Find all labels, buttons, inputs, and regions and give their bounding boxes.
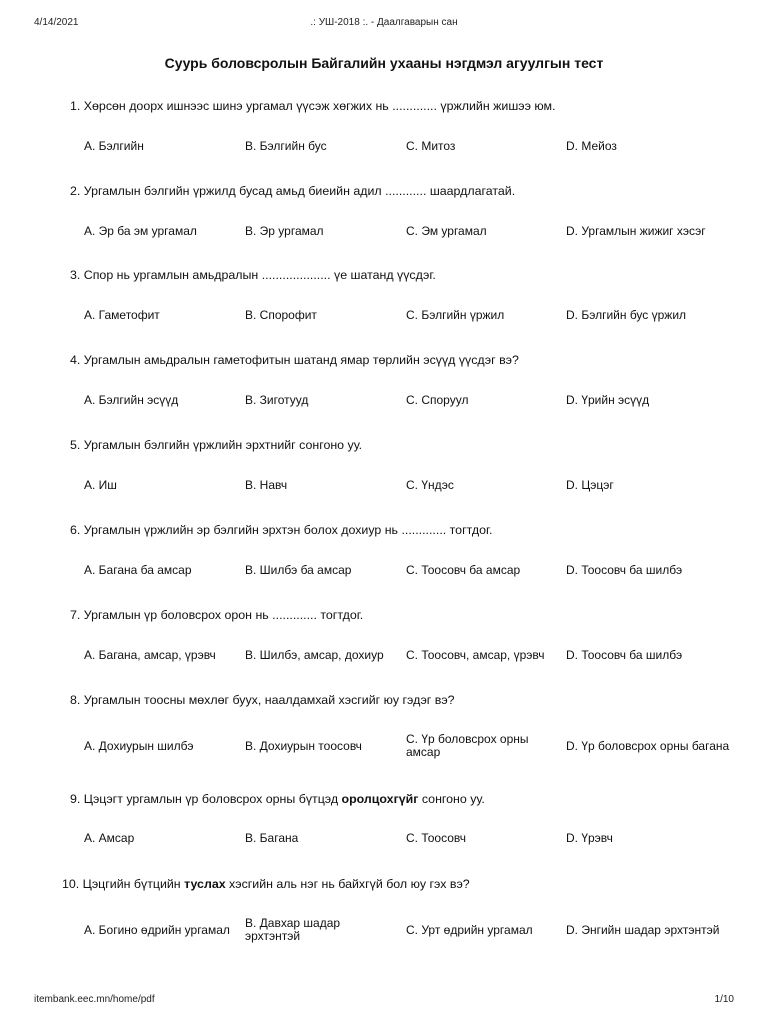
option-b: B. Эр ургамал <box>245 223 324 238</box>
option-d: D. Үрийн эсүүд <box>566 392 650 407</box>
question-10 <box>62 877 728 892</box>
option-b: B. Бэлгийн бус <box>245 138 327 153</box>
question-text: 7. Ургамлын үр боловсрох орон нь ............. тогтдог. <box>70 608 364 622</box>
question-text: 4. Ургамлын амьдралын гаметофитын шатанд ямар төрлийн эсүүд үүсдэг вэ? <box>70 353 519 367</box>
option-c: C. Урт өдрийн ургамал <box>406 922 533 937</box>
page-number: 1/10 <box>714 994 734 1005</box>
option-c: C. Тоосовч ба амсар <box>406 562 521 577</box>
page-header-title: .: УШ-2018 :. - Даалгаварын сан <box>310 17 458 28</box>
document-title: Суурь боловсролын Байгалийн ухааны нэгдмэл агуулгын тест <box>164 55 604 71</box>
option-c: C. Бэлгийн үржил <box>406 307 505 322</box>
option-b: B. Навч <box>245 477 288 492</box>
question-text: 3. Спор нь ургамлын амьдралын .................... үе шатанд үүсдэг. <box>70 268 436 282</box>
option-c: C. Үндэс <box>406 477 454 492</box>
option-c: C. Үр боловсрох орны амсар <box>406 732 529 759</box>
option-d: D. Үр боловсрох орны багана <box>566 738 730 753</box>
page-footer <box>34 994 734 1008</box>
option-c: C. Митоз <box>406 138 456 153</box>
option-a: A. Богино өдрийн ургамал <box>84 922 230 937</box>
option-a: A. Дохиурын шилбэ <box>84 738 194 753</box>
option-d: D. Бэлгийн бус үржил <box>566 307 687 322</box>
option-d: D. Тоосовч ба шилбэ <box>566 562 683 577</box>
option-b: B. Шилбэ, амсар, дохиур <box>245 647 384 662</box>
option-a: A. Эр ба эм ургамал <box>84 223 197 238</box>
option-a: A. Иш <box>84 477 117 492</box>
option-b: B. Шилбэ ба амсар <box>245 562 352 577</box>
option-b: B. Дохиурын тоосовч <box>245 738 362 753</box>
question-7 <box>70 608 728 623</box>
option-c: C. Споруул <box>406 392 469 407</box>
question-1 <box>70 99 728 114</box>
question-6 <box>70 523 728 538</box>
option-a: A. Бэлгийн <box>84 138 144 153</box>
option-d: D. Ургамлын жижиг хэсэг <box>566 223 706 238</box>
question-text: 6. Ургамлын үржлийн эр бэлгийн эрхтэн болох дохиур нь ............. тогтдог. <box>70 523 493 537</box>
question-5 <box>70 438 728 453</box>
question-text: 10. Цэцгийн бүтцийн туслах хэсгийн аль нэг нь байхгүй бол юу гэх вэ? <box>62 877 470 891</box>
option-a: A. Багана ба амсар <box>84 562 192 577</box>
question-4 <box>70 353 728 368</box>
question-9 <box>70 792 728 807</box>
question-3 <box>70 268 728 283</box>
question-text: 2. Ургамлын бэлгийн үржилд бусад амьд биеийн адил ............ шаардлагатай. <box>70 184 516 198</box>
option-a: A. Багана, амсар, үрэвч <box>84 647 216 662</box>
option-d: D. Үрэвч <box>566 830 613 845</box>
page-header <box>34 17 734 31</box>
question-text: 9. Цэцэгт ургамлын үр боловсрох орны бүтцэд оролцохгүйг сонгоно уу. <box>70 792 485 806</box>
option-b: B. Давхар шадар эрхтэнтэй <box>245 916 341 943</box>
option-b: B. Спорофит <box>245 307 317 322</box>
option-d: D. Энгийн шадар эрхтэнтэй <box>566 922 720 937</box>
question-2 <box>70 184 728 199</box>
option-b: B. Багана <box>245 830 299 845</box>
option-a: A. Бэлгийн эсүүд <box>84 392 179 407</box>
option-d: D. Мейоз <box>566 138 617 153</box>
option-b: B. Зиготууд <box>245 392 309 407</box>
option-d: D. Цэцэг <box>566 477 614 492</box>
option-a: A. Гаметофит <box>84 307 160 322</box>
footer-url: itembank.eec.mn/home/pdf <box>34 994 155 1005</box>
option-c: C. Тоосовч <box>406 830 466 845</box>
option-c: C. Эм ургамал <box>406 223 487 238</box>
question-text: 1. Хөрсөн доорх ишнээс шинэ ургамал үүсэж хөгжих нь ............. үржлийн жишээ юм. <box>70 99 556 113</box>
print-date: 4/14/2021 <box>34 17 79 28</box>
option-a: A. Амсар <box>84 830 135 845</box>
question-8 <box>70 693 728 708</box>
option-c: C. Тоосовч, амсар, үрэвч <box>406 647 545 662</box>
question-text: 5. Ургамлын бэлгийн үржлийн эрхтнийг сонгоно уу. <box>70 438 363 452</box>
option-d: D. Тоосовч ба шилбэ <box>566 647 683 662</box>
question-text: 8. Ургамлын тоосны мөхлөг буух, наалдамхай хэсгийг юу гэдэг вэ? <box>70 693 455 707</box>
